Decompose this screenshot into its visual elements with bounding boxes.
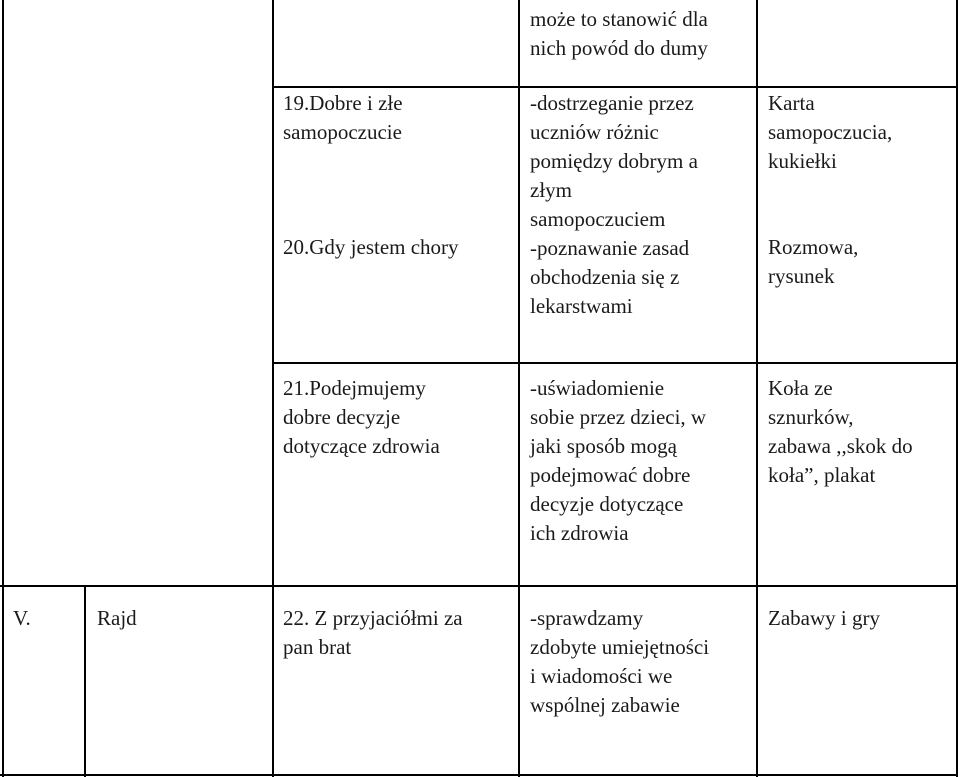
row-divider-3 <box>0 585 958 587</box>
column-divider-4 <box>756 0 758 777</box>
topic-cell-22: 22. Z przyjaciółmi za pan brat <box>283 606 463 659</box>
goal-cell-19-20: -dostrzeganie przez uczniów różnic pomiędzy dobrym a złym samopoczuciem -poznawanie zasad obchodzenia się z lekarstwami <box>530 91 698 318</box>
topic-cell-20: 20.Gdy jestem chory <box>283 235 459 259</box>
methods-cell-19: Karta samopoczucia, kukiełki <box>768 91 893 173</box>
section-name: Rajd <box>97 606 137 630</box>
goal-cell-continuation: może to stanowić dla nich powód do dumy <box>530 7 708 60</box>
row-divider-2 <box>272 362 958 364</box>
table-border-bottom <box>0 774 958 776</box>
goal-cell-21: -uświadomienie sobie przez dzieci, w jaki sposób mogą podejmować dobre decyzje dotyczące ich zdrowia <box>530 376 707 545</box>
row-divider-1 <box>272 86 958 88</box>
column-divider-3 <box>518 0 520 777</box>
section-number: V. <box>13 606 31 630</box>
column-divider-2 <box>272 0 274 777</box>
methods-cell-22: Zabawy i gry <box>768 606 880 630</box>
methods-cell-20: Rozmowa, rysunek <box>768 235 859 288</box>
goal-cell-22: -sprawdzamy zdobyte umiejętności i wiadomości we wspólnej zabawie <box>530 606 710 717</box>
table-border-left <box>2 0 4 777</box>
topic-cell-19: 19.Dobre i złe samopoczucie <box>283 91 403 144</box>
table-border-right <box>956 0 958 777</box>
methods-cell-21: Koła ze sznurków, zabawa ,,skok do koła”, plakat <box>768 376 913 487</box>
column-divider-1 <box>84 585 86 777</box>
topic-cell-21: 21.Podejmujemy dobre decyzje dotyczące zdrowia <box>283 376 440 458</box>
